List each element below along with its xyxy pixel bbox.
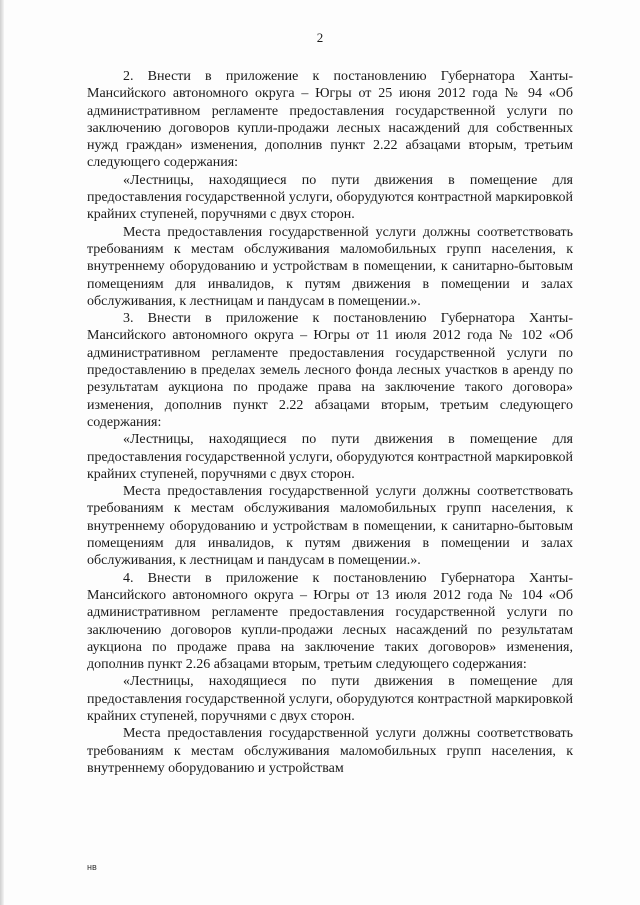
- paragraph-item-2: 2. Внести в приложение к постановлению Губернатора Ханты-Мансийского автономного округа – Югры от 25 июня 2012 года № 94 «Об административном регламенте предоставления государственной услуги по заключению договоров купли-продажи лесных насаждений для собственных нужд граждан» изменения, дополнив пункт 2.22 абзацами вторым, третьим следующего содержания:: [87, 69, 573, 171]
- scan-edge: [0, 0, 4, 905]
- quote-places-paragraph: Места предоставления государственной услуги должны соответствовать требованиям к местам обслуживания маломобильных групп населения, к внутреннему оборудованию и устройствам в помещении, к санитарно-бытовым помещениям для инвалидов, к путям движения в помещении и залах обслуживания, к лестницам и пандусам в помещении.».: [87, 484, 573, 569]
- page-number: 2: [316, 30, 324, 45]
- document-body: [87, 68, 573, 777]
- paragraph-item-4: 4. Внести в приложение к постановлению Губернатора Ханты-Мансийского автономного округа – Югры от 13 июля 2012 года № 104 «Об административном регламенте предоставления государственной услуги по заключению договоров купли-продажи лесных насаждений по результатам аукциона по продаже права на заключение таких договоров» изменения, дополнив пункт 2.26 абзацами вторым, третьим следующего содержания:: [87, 570, 573, 673]
- quote-places-paragraph: Места предоставления государственной услуги должны соответствовать требованиям к местам обслуживания маломобильных групп населения, к внутреннему оборудованию и устройствам в помещении, к санитарно-бытовым помещениям для инвалидов, к путям движения в помещении и залах обслуживания, к лестницам и пандусам в помещении.».: [87, 224, 573, 309]
- quote-places-paragraph: Места предоставления государственной услуги должны соответствовать требованиям к местам обслуживания маломобильных групп населения, к внутреннему оборудованию и устройствам: [87, 726, 573, 776]
- quote-stairs-paragraph: «Лестницы, находящиеся по пути движения в помещение для предоставления государственной услуги, оборудуются контрастной маркировкой крайних ступеней, поручнями с двух сторон.: [87, 674, 573, 724]
- quote-stairs-paragraph: «Лестницы, находящиеся по пути движения в помещение для предоставления государственной услуги, оборудуются контрастной маркировкой крайних ступеней, поручнями с двух сторон.: [87, 432, 573, 482]
- paragraph-item-3: 3. Внести в приложение к постановлению Губернатора Ханты-Мансийского автономного округа – Югры от 11 июля 2012 года № 102 «Об административном регламенте предоставления государственной услуги по предоставлению в пределах земель лесного фонда лесных участков в аренду по результатам аукциона по продаже права на заключение такого договора» изменения, дополнив пункт 2.22 абзацами вторым, третьим следующего содержания:: [87, 311, 573, 430]
- quote-stairs-paragraph: «Лестницы, находящиеся по пути движения в помещение для предоставления государственной услуги, оборудуются контрастной маркировкой крайних ступеней, поручнями с двух сторон.: [87, 172, 573, 223]
- footer-initials: нв: [87, 862, 97, 872]
